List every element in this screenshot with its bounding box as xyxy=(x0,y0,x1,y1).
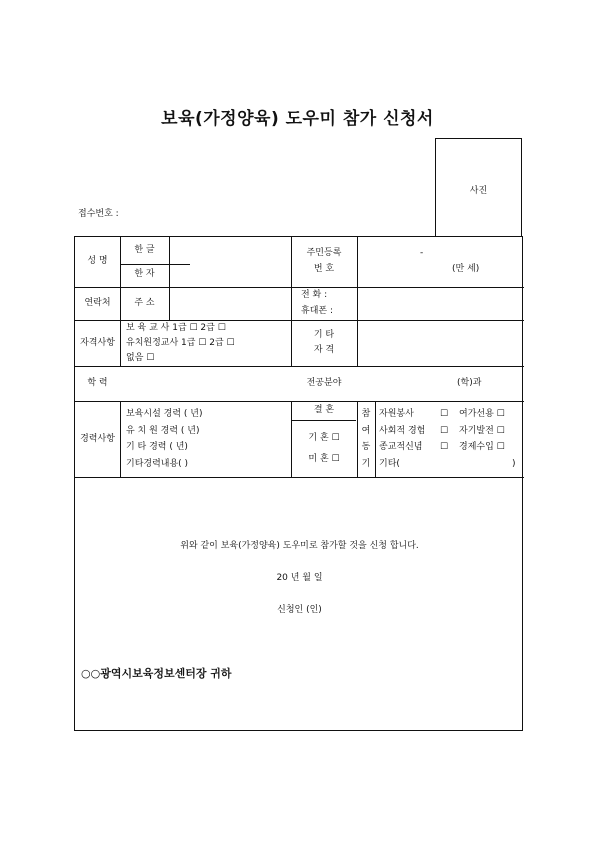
application-form-table xyxy=(74,236,523,731)
motive-label-2: 여 xyxy=(361,426,371,436)
hangul-name-field[interactable] xyxy=(169,237,291,264)
resident-label-2: 번 호 xyxy=(313,264,335,274)
motive-social[interactable]: 사회적 경험 xyxy=(379,426,426,436)
applicant-field[interactable]: 신청인 (인) xyxy=(277,605,322,615)
other-qual-field[interactable] xyxy=(357,320,524,366)
motive-volunteer-checkbox[interactable]: ☐ xyxy=(440,409,449,419)
qual-childcare-teacher[interactable]: 보 육 교 사 1급 ☐ 2급 ☐ xyxy=(126,323,226,333)
motive-label-3: 동 xyxy=(361,442,371,452)
statement-text: 위와 같이 보육(가정양육) 도우미로 참가할 것을 신청 합니다. xyxy=(180,541,419,551)
other-qual-label-1: 기 타 xyxy=(313,330,335,340)
education-field[interactable] xyxy=(120,366,291,401)
date-field[interactable]: 20 년 월 일 xyxy=(276,573,323,583)
motive-leisure[interactable]: 여가선용 ☐ xyxy=(459,409,505,419)
resident-dash: - xyxy=(420,248,424,258)
married-checkbox[interactable]: 기 혼 ☐ xyxy=(308,433,340,443)
col-line xyxy=(375,401,376,477)
motive-label-4: 기 xyxy=(361,459,371,469)
career-childcare[interactable]: 보육시설 경력 ( 년) xyxy=(126,409,203,419)
address-field[interactable] xyxy=(169,287,291,320)
mobile-label[interactable]: 휴대폰 : xyxy=(301,306,333,316)
photo-box[interactable] xyxy=(435,138,522,237)
qualification-label: 자격사항 xyxy=(80,338,115,348)
career-label: 경력사항 xyxy=(80,434,115,444)
motive-religion-checkbox[interactable]: ☐ xyxy=(440,442,449,452)
page-title: 보육(가정양육) 도우미 참가 신청서 xyxy=(161,109,434,129)
major-label: 전공분야 xyxy=(306,378,342,388)
motive-volunteer[interactable]: 자원봉사 xyxy=(379,409,414,419)
motive-other[interactable]: 기타( xyxy=(379,459,400,469)
career-other-detail[interactable]: 기타경력내용( ) xyxy=(126,459,189,469)
row-line xyxy=(75,477,524,478)
career-kindergarten[interactable]: 유 치 원 경력 ( 년) xyxy=(126,426,200,436)
other-qual-label-2: 자 격 xyxy=(313,345,335,355)
motive-label-1: 참 xyxy=(361,409,371,419)
name-label: 성 명 xyxy=(87,256,108,266)
contact-label: 연락처 xyxy=(84,298,111,308)
qual-kindergarten-teacher[interactable]: 유치원정교사 1급 ☐ 2급 ☐ xyxy=(126,338,235,348)
hanja-name-field[interactable] xyxy=(169,264,291,287)
col-line xyxy=(120,401,121,477)
photo-label: 사진 xyxy=(469,186,488,196)
resident-label-1: 주민등록 xyxy=(306,248,342,258)
recipient-line: ○○광역시보육정보센터장 귀하 xyxy=(81,667,232,680)
hanja-label: 한 자 xyxy=(134,269,155,279)
receipt-number-label: 접수번호 : xyxy=(78,209,119,219)
row-line xyxy=(75,287,524,288)
age-field[interactable]: (만 세) xyxy=(452,264,480,274)
single-checkbox[interactable]: 미 혼 ☐ xyxy=(308,454,340,464)
department-field[interactable]: (학)과 xyxy=(457,378,482,388)
row-line xyxy=(75,401,524,402)
career-other[interactable]: 기 타 경력 ( 년) xyxy=(126,442,188,452)
marriage-label: 결 혼 xyxy=(313,405,335,415)
address-label: 주 소 xyxy=(134,298,155,308)
education-label: 학 력 xyxy=(87,378,108,388)
qual-none[interactable]: 없음 ☐ xyxy=(126,353,155,363)
marriage-divider xyxy=(291,420,356,421)
motive-income[interactable]: 경제수입 ☐ xyxy=(459,442,505,452)
hangul-label: 한 글 xyxy=(134,245,155,255)
motive-other-close: ) xyxy=(512,459,516,469)
motive-self-development[interactable]: 자기발전 ☐ xyxy=(459,426,505,436)
motive-religion[interactable]: 종교적신념 xyxy=(379,442,423,452)
phone-label[interactable]: 전 화 : xyxy=(301,290,328,300)
motive-social-checkbox[interactable]: ☐ xyxy=(440,426,449,436)
